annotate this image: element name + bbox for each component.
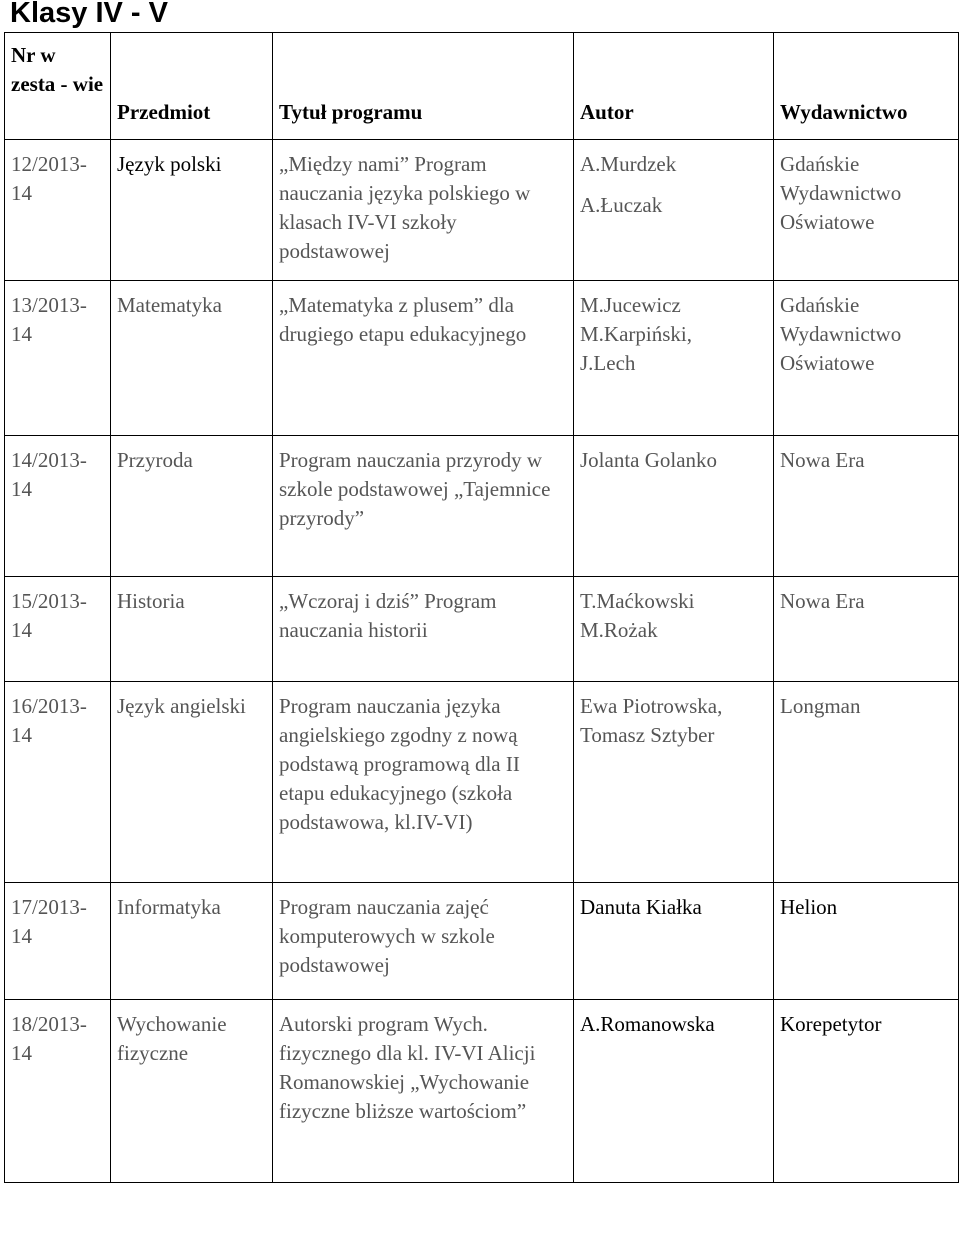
row-program-title: Program nauczania zajęć komputerowych w szkole podstawowej bbox=[273, 883, 574, 1000]
header-program-title: Tytuł programu bbox=[273, 33, 574, 140]
row-subject: Język angielski bbox=[111, 682, 273, 883]
author-name: A.Łuczak bbox=[580, 193, 663, 217]
author-name: Tomasz Sztyber bbox=[580, 723, 715, 747]
row-program-title: Program nauczania języka angielskiego zgodny z nową podstawą programową dla II etapu edukacyjnego (szkoła podstawowa, kl.IV-VI) bbox=[273, 682, 574, 883]
row-program-title: Program nauczania przyrody w szkole podstawowej „Tajemnice przyrody” bbox=[273, 436, 574, 577]
row-subject: Historia bbox=[111, 577, 273, 682]
author-name: A.Romanowska bbox=[580, 1012, 715, 1036]
programs-table bbox=[4, 32, 959, 1183]
table-row bbox=[5, 682, 959, 883]
table-row bbox=[5, 281, 959, 436]
header-subject: Przedmiot bbox=[111, 33, 273, 140]
table-row bbox=[5, 436, 959, 577]
table-row bbox=[5, 883, 959, 1000]
author-name: M.Rożak bbox=[580, 618, 658, 642]
row-nr: 17/2013-14 bbox=[5, 883, 111, 1000]
table-header-row bbox=[5, 33, 959, 140]
row-subject: Język polski bbox=[111, 140, 273, 281]
row-author bbox=[574, 436, 774, 577]
author-name: J.Lech bbox=[580, 351, 636, 375]
author-name: T.Maćkowski bbox=[580, 589, 695, 613]
author-name: Ewa Piotrowska, bbox=[580, 694, 723, 718]
row-subject: Przyroda bbox=[111, 436, 273, 577]
author-name: Danuta Kiałka bbox=[580, 895, 702, 919]
row-nr: 16/2013-14 bbox=[5, 682, 111, 883]
row-program-title: „Między nami” Program nauczania języka polskiego w klasach IV-VI szkoły podstawowej bbox=[273, 140, 574, 281]
row-program-title: „Matematyka z plusem” dla drugiego etapu edukacyjnego bbox=[273, 281, 574, 436]
row-author bbox=[574, 883, 774, 1000]
row-author bbox=[574, 140, 774, 281]
row-publisher: Nowa Era bbox=[774, 577, 959, 682]
row-program-title: „Wczoraj i dziś” Program nauczania historii bbox=[273, 577, 574, 682]
table-row bbox=[5, 1000, 959, 1183]
header-author: Autor bbox=[574, 33, 774, 140]
row-publisher: Korepetytor bbox=[774, 1000, 959, 1183]
row-author bbox=[574, 1000, 774, 1183]
row-author bbox=[574, 281, 774, 436]
row-subject: Matematyka bbox=[111, 281, 273, 436]
page-title: Klasy IV - V bbox=[10, 0, 168, 29]
row-publisher: Nowa Era bbox=[774, 436, 959, 577]
row-subject: Informatyka bbox=[111, 883, 273, 1000]
row-nr: 18/2013-14 bbox=[5, 1000, 111, 1183]
author-name: A.Murdzek bbox=[580, 152, 677, 176]
table-row bbox=[5, 140, 959, 281]
row-publisher: Gdańskie Wydawnictwo Oświatowe bbox=[774, 281, 959, 436]
row-nr: 14/2013-14 bbox=[5, 436, 111, 577]
row-publisher: Longman bbox=[774, 682, 959, 883]
row-nr: 13/2013-14 bbox=[5, 281, 111, 436]
header-nr: Nr w zesta - wie bbox=[5, 33, 111, 140]
row-program-title: Autorski program Wych. fizycznego dla kl. IV-VI Alicji Romanowskiej „Wychowanie fizyczne bliższe wartościom” bbox=[273, 1000, 574, 1183]
author-name: M.Karpiński, bbox=[580, 322, 692, 346]
row-nr: 12/2013-14 bbox=[5, 140, 111, 281]
row-nr: 15/2013-14 bbox=[5, 577, 111, 682]
author-name: Jolanta Golanko bbox=[580, 448, 718, 472]
header-publisher: Wydawnictwo bbox=[774, 33, 959, 140]
row-publisher: Gdańskie Wydawnictwo Oświatowe bbox=[774, 140, 959, 281]
row-publisher: Helion bbox=[774, 883, 959, 1000]
row-subject: Wychowanie fizyczne bbox=[111, 1000, 273, 1183]
row-author bbox=[574, 682, 774, 883]
row-author bbox=[574, 577, 774, 682]
table-row bbox=[5, 577, 959, 682]
author-name: M.Jucewicz bbox=[580, 293, 681, 317]
